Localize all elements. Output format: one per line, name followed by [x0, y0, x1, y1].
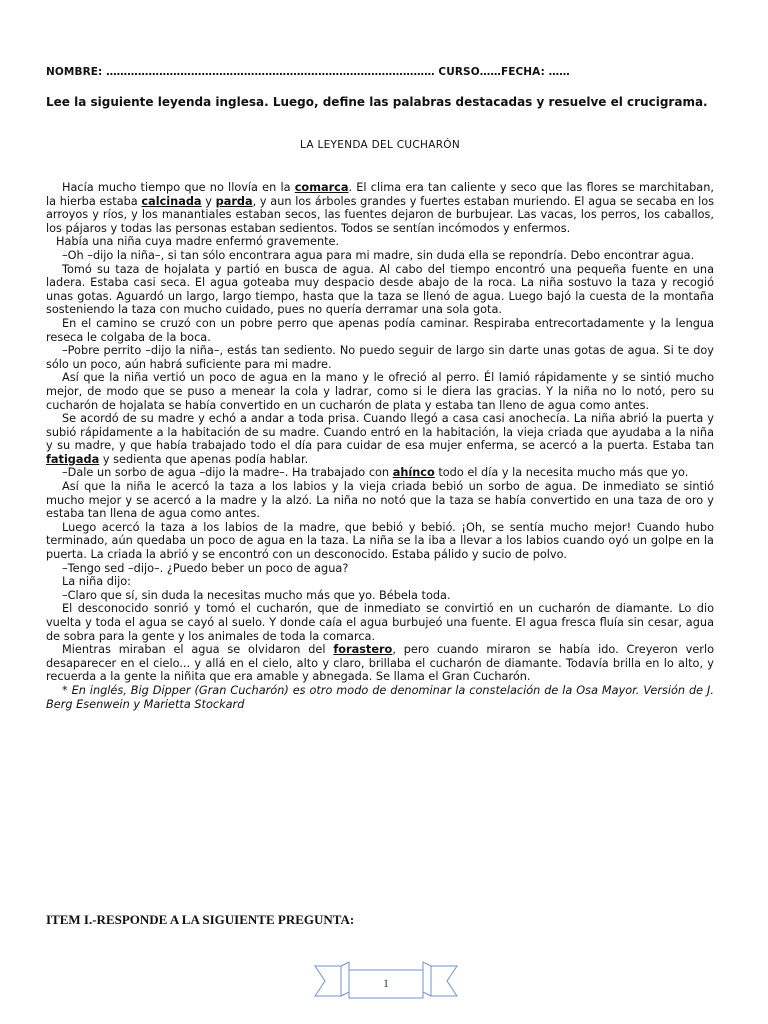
- text-span: todo el día y la necesita mucho más que yo.: [434, 466, 689, 480]
- paragraph: [46, 643, 714, 684]
- paragraph: –Oh –dijo la niña–, si tan sólo encontrara agua para mi madre, sin duda ella se repondría. Debo encontrar agua.: [62, 248, 695, 262]
- text-span: Mientras miraban el agua se olvidaron del: [62, 643, 334, 657]
- paragraph: –Pobre perrito –dijo la niña–, estás tan sediento. No puedo seguir de largo sin darte unas gotas de agua. Si te doy sólo un poco, aún habrá suficiente para mi madre.: [46, 344, 714, 371]
- text-span: . El clima era tan caliente y seco que las flores se marchitaban, la hierba estaba: [46, 181, 714, 208]
- legend-text: [46, 181, 714, 711]
- text-span: y: [201, 194, 216, 208]
- paragraph: Luego acercó la taza a los labios de la madre, que bebió y bebió. ¡Oh, se sentía mucho mejor! Cuando hubo terminado, aún quedaba un poco de agua en la taza. La niña se la iba a llevar a los labios cuando oyó un golpe en la puerta. La criada la abrió y se encontró con un desconocido. Estaba pálido y sucio de polvo.: [46, 520, 714, 562]
- keyword-ahinco: ahínco: [392, 466, 435, 480]
- paragraph: [46, 412, 714, 466]
- footnote: * En inglés, Big Dipper (Gran Cucharón) es otro modo de denominar la constelación de la Osa Mayor. Versión de J. Berg Esenwein y Marietta Stockard: [46, 683, 714, 711]
- keyword-forastero: forastero: [333, 643, 393, 657]
- keyword-parda: parda: [215, 194, 253, 208]
- keyword-calcinada: calcinada: [141, 194, 202, 208]
- item-heading: ITEM I.-RESPONDE A LA SIGUIENTE PREGUNTA:: [46, 912, 355, 927]
- text-span: Hacía mucho tiempo que no llovía en la: [62, 181, 295, 194]
- instructions: Lee la siguiente leyenda inglesa. Luego, define las palabras destacadas y resuelve el crucigrama.: [46, 95, 708, 109]
- text-span: , y aun los árboles grandes y fuertes estaban muriendo. El agua se secaba en los arroyos y ríos, y los manantiales estaban secos, las fuentes dejaron de burbujear. Las vacas, los perros, los caballos, los pájaros y todas las personas estaban sedientos. Todos se sentían incómodos y enfermos.: [46, 194, 715, 235]
- paragraph: –Claro que sí, sin duda la necesitas mucho más que yo. Bébela toda.: [62, 588, 451, 602]
- page-number: 1: [383, 976, 389, 990]
- text-span: Se acordó de su madre y echó a andar a toda prisa. Cuando llegó a casa casi anochecía. La niña abrió la puerta y subió rápidamente a la habitación de su madre. Cuando entró en la habitación, la vieja criada que ayudaba a la niña y su madre, y que había trabajado todo el día para cuidar de esa mujer enferma, se acercó a la puerta. Estaba tan: [46, 412, 714, 453]
- paragraph: [46, 466, 714, 480]
- text-span: –Dale un sorbo de agua –dijo la madre–. Ha trabajado con: [62, 466, 393, 480]
- keyword-comarca: comarca: [294, 181, 349, 194]
- paragraph: Había una niña cuya madre enfermó gravemente.: [56, 235, 340, 249]
- paragraph: El desconocido sonrió y tomó el cucharón, que de inmediato se convirtió en un cucharón de diamante. Lo dio vuelta y toda el agua se cayó al suelo. Y donde caía el agua burbujeó una fuente. El agua fresca fluía sin cesar, agua de sobra para la gente y los animales de toda la comarca.: [46, 602, 714, 643]
- paragraph: Así que la niña vertió un poco de agua en la mano y le ofreció al perro. Él lamió rápidamente y se sintió mucho mejor, de modo que se puso a menear la cola y ladrar, como si le diera las gracias. Y la niña no lo notó, pero su cucharón de hojalata se había convertido en un cucharón de plata y estaba tan lleno de agua como antes.: [46, 371, 714, 412]
- student-info-line: NOMBRE: ………………………………………………………………………………… CURSO……FECHA: ……: [46, 66, 570, 78]
- text-span: , pero cuando miraron se había ido. Creyeron verlo desaparecer en el cielo... y allá en el cielo, alto y claro, brillaba el cucharón de diamante. Todavía brilla en lo alto, y recuerda a la gente la niñita que era amable y abnegada. Se llama el Gran Cucharón.: [46, 643, 714, 684]
- text-span: y sedienta que apenas podía hablar.: [99, 452, 309, 466]
- paragraph: La niña dijo:: [62, 575, 131, 589]
- paragraph: Tomó su taza de hojalata y partió en busca de agua. Al cabo del tiempo encontró una pequeña fuente en una ladera. Estaba casi seca. El agua goteaba muy despacio desde abajo de la roca. La niña sostuvo la taza y recogió unas gotas. Aguardó un largo, largo tiempo, hasta que la taza se llenó de agua. Luego bajó la cuesta de la montaña sosteniendo la taza con mucho cuidado, pues no quería derramar una sola gota.: [46, 262, 714, 317]
- paragraph: Así que la niña le acercó la taza a los labios y la vieja criada bebió un sorbo de agua. De inmediato se sintió mucho mejor y se acercó a la madre y la alzó. La niña no notó que la taza se había convertido en una taza de oro y estaba tan llena de agua como antes.: [46, 480, 714, 521]
- paragraph: En el camino se cruzó con un pobre perro que apenas podía caminar. Respiraba entrecortadamente y la lengua reseca le colgaba de la boca.: [46, 316, 714, 344]
- page-number-banner: [311, 960, 461, 1004]
- legend-title: LA LEYENDA DEL CUCHARÓN: [299, 139, 461, 151]
- paragraph: –Tengo sed –dijo–. ¿Puedo beber un poco de agua?: [62, 561, 349, 575]
- paragraph: [46, 181, 714, 235]
- keyword-fatigada: fatigada: [46, 452, 100, 466]
